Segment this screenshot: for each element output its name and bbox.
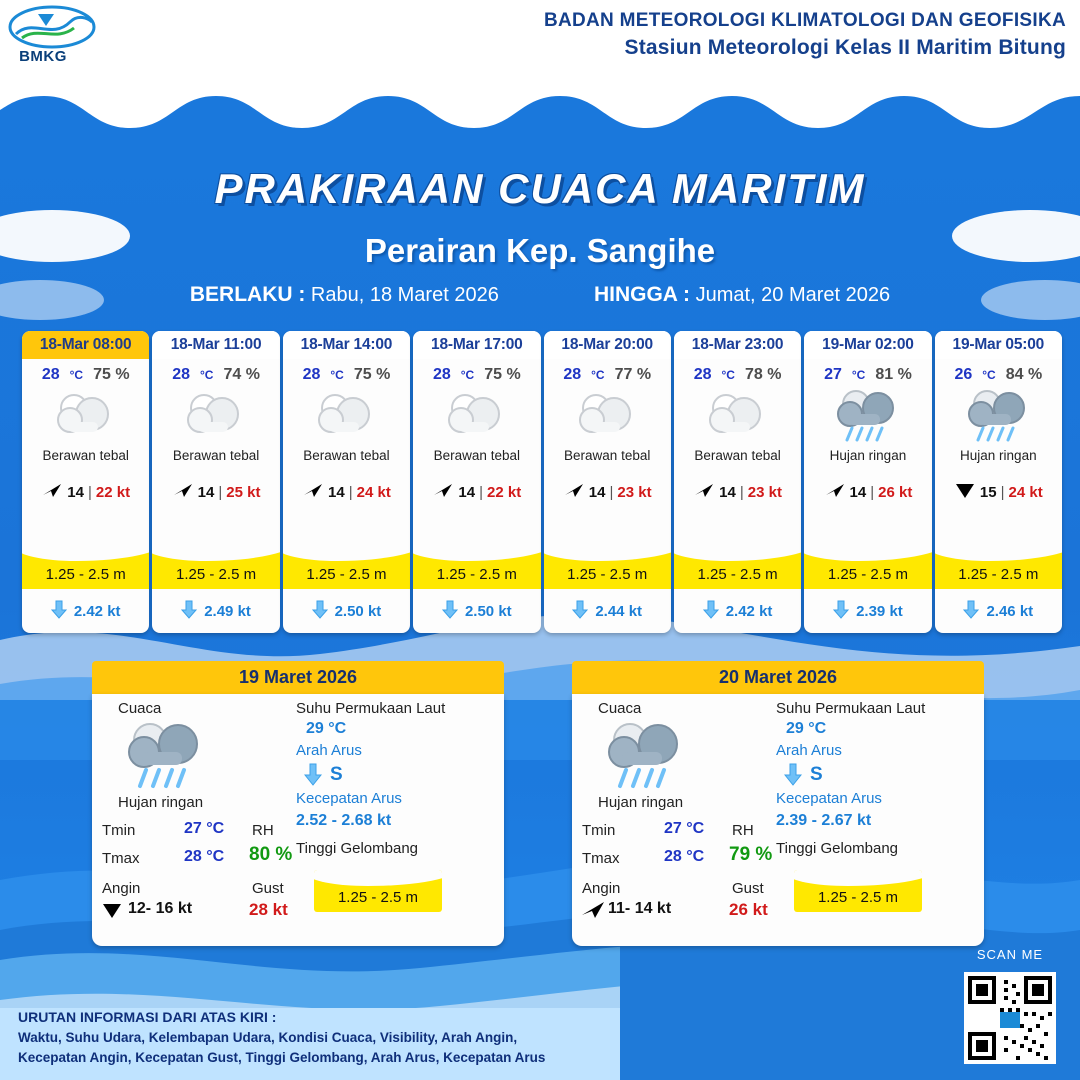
angin-value: 12- 16 kt [128,900,193,917]
card-humidity: 74 % [223,366,260,383]
arrow-down-icon [51,599,67,623]
card-gust: 25 kt [226,483,261,501]
card-time: 19-Mar 05:00 [935,331,1062,359]
card-gust: 26 kt [878,483,913,501]
card-current-speed: 2.49 kt [204,602,251,620]
cloudy-icon [674,384,801,446]
gelombang-label: Tinggi Gelombang [776,840,899,857]
sst-label: Suhu Permukaan Laut [776,700,926,717]
cuaca-label: Cuaca [118,700,162,717]
gust-value: 26 kt [729,900,768,919]
arrow-nw-icon [432,481,454,503]
page-header [0,0,1080,70]
card-wind: 14 | 23 kt [674,481,801,503]
valid-from-value: Rabu, 18 Maret 2026 [310,284,499,306]
card-time: 18-Mar 11:00 [152,331,279,359]
card-gust: 23 kt [747,483,782,501]
card-current [22,599,149,623]
tmax-value: 28 °C [184,848,225,865]
hourly-card [152,331,279,633]
card-wind-speed: 14 [719,483,736,501]
arus-direction: S [810,764,823,785]
legend-title: URUTAN INFORMASI DARI ATAS KIRI : [18,1008,277,1025]
kecepatan-arus-label: Kecepatan Arus [776,790,882,807]
arus-label: Arah Arus [296,742,362,759]
kecepatan-arus-label: Kecepatan Arus [296,790,402,807]
card-temp: 27 [824,366,842,383]
tmax-value: 28 °C [664,848,705,865]
card-wind-speed: 14 [588,483,606,501]
card-wind: 14 | 26 kt [804,481,931,503]
card-temp: 28 [172,366,190,383]
arrow-down-icon [312,599,328,623]
card-temp-unit: °C [69,368,84,382]
card-weather: Berawan tebal [694,448,781,463]
tmin-value: 27 °C [664,820,705,837]
rain-icon [804,384,931,446]
tmin-label: Tmin [582,822,616,839]
card-humidity: 77 % [614,366,652,383]
hourly-card [935,331,1062,633]
card-temp-humidity [544,359,671,384]
cloudy-icon [283,384,410,446]
card-wind-speed: 14 [197,483,215,501]
valid-until-value: Jumat, 20 Maret 2026 [695,284,891,306]
gelombang-value: 1.25 - 2.5 m [337,889,419,906]
wave-chip [314,870,442,912]
card-time: 18-Mar 14:00 [283,331,410,359]
cloudy-icon [413,384,540,446]
arrow-nw-icon [580,898,606,925]
validity-period [0,283,1080,307]
card-temp: 28 [563,366,582,383]
station-name: Stasiun Meteorologi Kelas II Maritim Bitung [624,36,1066,59]
angin-label: Angin [582,880,621,897]
card-temp-humidity [22,359,149,384]
card-temp: 28 [41,366,60,383]
arrow-down-icon [181,599,197,623]
rh-value: 79 % [729,844,773,865]
legend-line-2: Kecepatan Angin, Kecepatan Gust, Tinggi Gelombang, Arah Arus, Kecepatan Arus [18,1049,546,1065]
arus-direction: S [330,764,343,785]
rain-icon [118,718,228,799]
card-gust: 24 kt [356,483,391,501]
page-title: PRAKIRAAN CUACA MARITIM [214,165,866,212]
card-current-speed: 2.50 kt [334,602,382,620]
card-weather: Berawan tebal [42,448,129,463]
card-current [152,599,279,623]
card-current-speed: 2.46 kt [986,602,1034,620]
arrow-down-icon [703,599,719,623]
card-temp-unit: °C [460,368,475,382]
arus-label: Arah Arus [776,742,842,759]
rh-label: RH [252,822,274,839]
rh-label: RH [732,822,754,839]
tmin-label: Tmin [102,822,136,839]
card-temp-humidity [152,359,279,384]
gust-label: Gust [252,880,284,897]
logo-label: BMKG [19,48,67,65]
daily-date: 20 Maret 2026 [572,661,984,694]
cuaca-label: Cuaca [598,700,642,717]
arrow-nw-icon [172,481,194,503]
cloudy-icon [544,384,671,446]
card-wind-speed: 14 [849,483,867,501]
card-humidity: 84 % [1005,366,1043,383]
daily-body [92,694,504,946]
page-subtitle: Perairan Kep. Sangihe [364,232,716,269]
card-gust: 22 kt [487,483,522,501]
kecepatan-arus-value: 2.39 - 2.67 kt [776,812,872,829]
legend-line-1: Waktu, Suhu Udara, Kelembapan Udara, Kondisi Cuaca, Visibility, Arah Angin, [18,1029,518,1045]
card-weather: Hujan ringan [829,448,907,463]
kecepatan-arus-value: 2.52 - 2.68 kt [296,812,392,829]
card-wind-speed: 14 [458,483,476,501]
valid-until-label: HINGGA : [593,283,691,306]
card-temp: 28 [302,366,321,383]
card-temp-unit: °C [851,368,866,382]
sst-value: 29 °C [306,720,347,737]
card-weather: Berawan tebal [433,448,520,463]
scan-me-label: SCAN ME [976,947,1044,962]
tmin-value: 27 °C [184,820,225,837]
card-humidity: 75 % [353,366,391,383]
card-current-speed: 2.44 kt [595,602,643,620]
gelombang-label: Tinggi Gelombang [296,840,419,857]
card-weather: Berawan tebal [172,448,260,463]
card-weather: Berawan tebal [303,448,390,463]
card-wind: 14 | 24 kt [283,481,410,503]
card-current-speed: 2.50 kt [464,602,512,620]
rain-icon [598,718,708,799]
wave-chip [794,870,922,912]
card-current-speed: 2.42 kt [73,602,121,620]
card-temp-humidity [935,359,1062,384]
card-time: 18-Mar 17:00 [413,331,540,359]
arrow-down-icon [572,599,588,623]
arrow-nw-icon [41,481,63,503]
angin-label: Angin [102,880,141,897]
card-time: 18-Mar 23:00 [674,331,801,359]
card-wind-speed: 14 [67,483,84,501]
card-weather: Berawan tebal [564,448,651,463]
rh-value: 80 % [249,844,293,865]
hourly-card [804,331,931,633]
tmax-label: Tmax [102,850,140,867]
valid-from-label: BERLAKU : [189,283,306,306]
sst-value: 29 °C [786,720,827,737]
card-wind: 14 | 22 kt [22,481,149,503]
card-temp-unit: °C [199,368,214,382]
card-humidity: 78 % [744,366,782,383]
arrow-nw-icon [824,481,846,503]
arrow-s-icon [100,900,124,925]
cloudy-icon [22,384,149,446]
arrow-nw-icon [302,481,324,503]
card-temp: 28 [432,366,451,383]
agency-name: BADAN METEOROLOGI KLIMATOLOGI DAN GEOFISIKA [543,10,1066,31]
card-time: 18-Mar 20:00 [544,331,671,359]
card-temp-unit: °C [330,368,344,382]
card-time: 19-Mar 02:00 [804,331,931,359]
card-current [544,599,671,623]
card-current [283,599,410,623]
card-temp: 26 [954,366,973,383]
card-current [413,599,540,623]
card-wave-height: 1.25 - 2.5 m [306,566,387,583]
card-wind: 14 | 22 kt [413,481,540,503]
arrow-nw-icon [563,481,585,503]
card-wind: 15 | 24 kt [935,481,1062,503]
card-temp-unit: °C [591,368,605,382]
card-gust: 23 kt [617,483,652,501]
card-humidity: 81 % [875,366,912,383]
legend-note [18,1007,545,1069]
card-wave-height: 1.25 - 2.5 m [827,566,908,583]
card-wave-height: 1.25 - 2.5 m [958,566,1039,583]
card-temp: 28 [693,366,712,383]
card-current [804,599,931,623]
card-weather: Hujan ringan [960,448,1037,463]
daily-weather: Hujan ringan [598,794,684,811]
card-wave-height: 1.25 - 2.5 m [567,566,648,583]
angin-value: 11- 14 kt [608,900,672,917]
card-wind-speed: 15 [979,483,997,501]
hourly-card [283,331,410,633]
arrow-down-icon [963,599,979,623]
gust-value: 28 kt [249,900,288,919]
gelombang-value: 1.25 - 2.5 m [817,889,899,906]
daily-date: 19 Maret 2026 [92,661,504,694]
card-wind: 14 | 23 kt [544,481,671,503]
hourly-forecast-row [22,331,1062,633]
hourly-card [674,331,801,633]
cloudy-icon [152,384,279,446]
card-current-speed: 2.39 kt [856,602,903,620]
hourly-card [413,331,540,633]
sst-label: Suhu Permukaan Laut [296,700,446,717]
card-humidity: 75 % [93,366,130,383]
card-wind-speed: 14 [328,483,345,501]
card-temp-unit: °C [982,368,996,382]
card-gust: 24 kt [1008,483,1043,501]
arrow-nw-icon [693,481,715,503]
card-wave-height: 1.25 - 2.5 m [176,566,257,583]
arrow-s-icon [954,481,976,503]
card-temp-humidity [283,359,410,384]
hourly-card [544,331,671,633]
card-wave-height: 1.25 - 2.5 m [436,566,517,583]
rain-icon [935,384,1062,446]
card-time: 18-Mar 08:00 [22,331,149,359]
gust-label: Gust [732,880,764,897]
arrow-down-icon [442,599,458,623]
hourly-card [22,331,149,633]
card-temp-humidity [674,359,801,384]
card-temp-humidity [804,359,931,384]
card-temp-humidity [413,359,540,384]
card-current [935,599,1062,623]
card-wave-height: 1.25 - 2.5 m [45,566,126,583]
card-temp-unit: °C [721,368,735,382]
qr-code[interactable] [964,972,1056,1064]
arrow-down-icon [784,762,802,791]
tmax-label: Tmax [582,850,620,867]
card-wind: 14 | 25 kt [152,481,279,503]
daily-weather: Hujan ringan [118,794,204,811]
arrow-down-icon [833,599,849,623]
daily-panel [572,661,984,946]
card-current-speed: 2.42 kt [725,602,773,620]
card-humidity: 75 % [484,366,521,383]
card-current [674,599,801,623]
arrow-down-icon [304,762,322,791]
card-gust: 22 kt [95,483,131,501]
daily-panel [92,661,504,946]
card-wave-height: 1.25 - 2.5 m [697,566,778,583]
daily-body [572,694,984,946]
